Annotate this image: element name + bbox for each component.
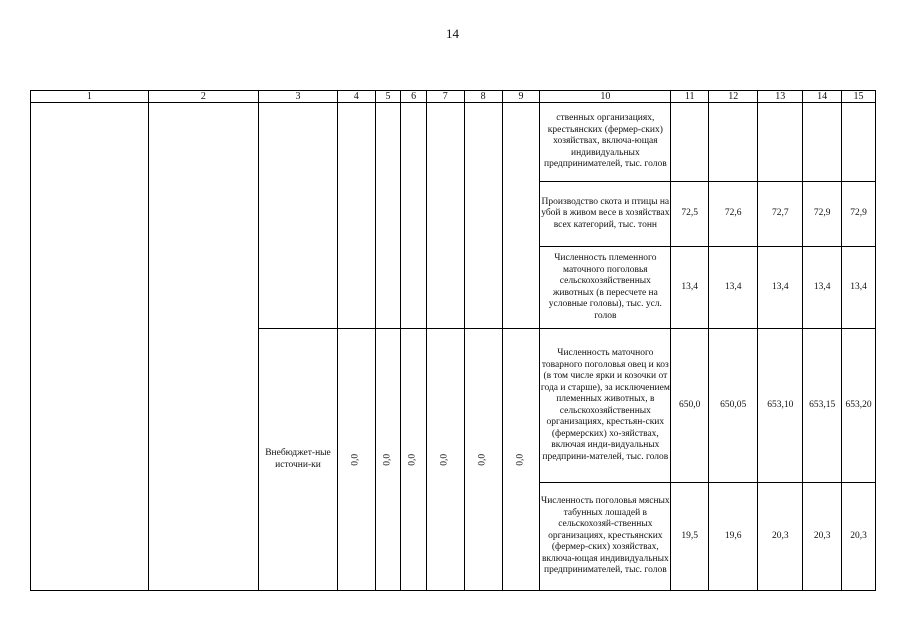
value-cell: 13,4 — [709, 247, 758, 329]
header-cell: 5 — [375, 91, 401, 103]
col9-cell — [502, 103, 540, 329]
value-cell: 19,5 — [671, 483, 709, 591]
funding-value: 0,0 — [382, 453, 393, 466]
value-cell: 653,10 — [758, 329, 803, 483]
col4-cell — [337, 103, 375, 329]
header-cell: 15 — [842, 91, 876, 103]
funding-value-cell — [426, 329, 464, 591]
header-cell: 13 — [758, 91, 803, 103]
indicator-text: Производство скота и птицы на убой в живом весе в хозяйствах всех категорий, тыс. тонн — [540, 182, 671, 247]
header-cell: 12 — [709, 91, 758, 103]
funding-value: 0,0 — [477, 453, 488, 466]
value-cell: 13,4 — [842, 247, 876, 329]
funding-value-cell — [337, 329, 375, 591]
header-cell: 11 — [671, 91, 709, 103]
funding-value-cell — [375, 329, 401, 591]
header-cell: 1 — [31, 91, 149, 103]
value-cell: 653,15 — [803, 329, 842, 483]
value-cell: 20,3 — [842, 483, 876, 591]
col3-cell — [259, 103, 338, 329]
program-table — [30, 90, 876, 591]
header-cell: 6 — [401, 91, 427, 103]
header-cell: 7 — [426, 91, 464, 103]
funding-value-cell — [464, 329, 502, 591]
value-cell: 13,4 — [758, 247, 803, 329]
header-cell: 14 — [803, 91, 842, 103]
funding-value: 0,0 — [350, 453, 361, 466]
header-cell: 8 — [464, 91, 502, 103]
value-cell — [842, 103, 876, 182]
value-cell: 19,6 — [709, 483, 758, 591]
value-cell — [758, 103, 803, 182]
funding-source-label: Внебюджет-ные источни-ки — [259, 329, 338, 591]
indicator-text: Численность маточного товарного поголовья овец и коз (в том числе ярки и козочки от года и старше), за исключением племенных животных, в сельскохозяйственных организациях, крестьян-ских (фермерских) хо-зяйствах, включая инди-видуальных предприни-мателей, тыс. голов — [540, 329, 671, 483]
header-row — [31, 91, 876, 103]
indicator-text: ственных организациях, крестьянских (фермер-ских) хозяйствах, включа-ющая индивидуальных предпринимателей, тыс. голов — [540, 103, 671, 182]
header-cell: 2 — [148, 91, 258, 103]
col7-cell — [426, 103, 464, 329]
header-cell: 9 — [502, 91, 540, 103]
table-row — [31, 103, 876, 182]
col6-cell — [401, 103, 427, 329]
indicator-text: Численность племенного маточного поголовья сельскохозяйственных животных (в пересчете на условные головы), тыс. усл. голов — [540, 247, 671, 329]
funding-value: 0,0 — [439, 453, 450, 466]
value-cell: 13,4 — [671, 247, 709, 329]
value-cell: 72,9 — [803, 182, 842, 247]
value-cell: 72,9 — [842, 182, 876, 247]
value-cell: 20,3 — [803, 483, 842, 591]
value-cell: 72,5 — [671, 182, 709, 247]
funding-value: 0,0 — [407, 453, 418, 466]
page-number: 14 — [446, 26, 459, 41]
header-cell: 3 — [259, 91, 338, 103]
value-cell: 20,3 — [758, 483, 803, 591]
header-cell: 4 — [337, 91, 375, 103]
indicator-text: Численность поголовья мясных табунных лошадей в сельскохозяй-ственных организациях, крестьянских (фермер-ских) хозяйствах, включа-ющая индивидуальных предпринимателей, тыс. голов — [540, 483, 671, 591]
funding-value-cell — [401, 329, 427, 591]
header-cell: 10 — [540, 91, 671, 103]
col2-cell — [148, 103, 258, 591]
col1-cell — [31, 103, 149, 591]
value-cell: 653,20 — [842, 329, 876, 483]
value-cell: 650,05 — [709, 329, 758, 483]
col5-cell — [375, 103, 401, 329]
funding-value: 0,0 — [515, 453, 526, 466]
col8-cell — [464, 103, 502, 329]
value-cell: 72,7 — [758, 182, 803, 247]
funding-value-cell — [502, 329, 540, 591]
value-cell: 13,4 — [803, 247, 842, 329]
value-cell — [803, 103, 842, 182]
value-cell: 72,6 — [709, 182, 758, 247]
value-cell — [709, 103, 758, 182]
value-cell — [671, 103, 709, 182]
value-cell: 650,0 — [671, 329, 709, 483]
